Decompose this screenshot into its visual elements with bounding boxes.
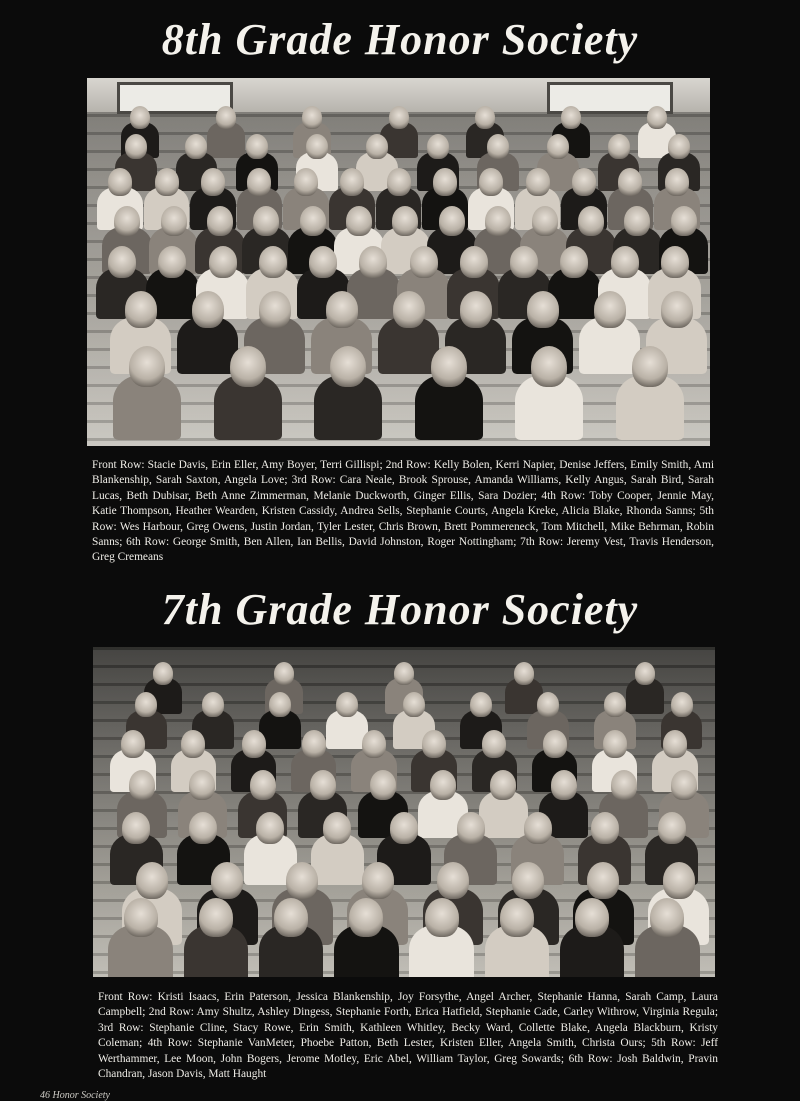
student-face (124, 898, 158, 937)
student-face (389, 106, 409, 129)
student-face (572, 168, 596, 196)
student-face (671, 692, 693, 717)
page-title-8th-grade: 8th Grade Honor Society (161, 15, 639, 64)
student-face (543, 730, 567, 758)
student-face (242, 730, 266, 758)
student-face (201, 168, 225, 196)
student-face (207, 206, 233, 236)
student-face (202, 692, 224, 717)
student-face (114, 206, 140, 236)
student-face (547, 134, 569, 159)
student-face (211, 862, 243, 899)
student-face (349, 898, 383, 937)
student-face (340, 168, 364, 196)
student-face (658, 812, 686, 844)
student-face (129, 346, 165, 387)
student-face (121, 730, 145, 758)
student-face (250, 770, 276, 800)
student-face (122, 812, 150, 844)
student-face (274, 662, 294, 685)
student-face (661, 246, 689, 278)
group-photo-7th-grade (93, 647, 715, 977)
student-face (326, 291, 358, 328)
student-face (460, 246, 488, 278)
student-face (510, 246, 538, 278)
student-face (302, 730, 326, 758)
student-face (136, 862, 168, 899)
student-face (578, 206, 604, 236)
student-face (594, 291, 626, 328)
student-face (125, 291, 157, 328)
student-face (632, 346, 668, 387)
student-face (108, 246, 136, 278)
student-face (161, 206, 187, 236)
student-face (457, 812, 485, 844)
student-face (624, 206, 650, 236)
student-face (487, 134, 509, 159)
group-photo-8th-grade (87, 78, 710, 446)
student-face (259, 291, 291, 328)
student-face (256, 812, 284, 844)
student-face (604, 692, 626, 717)
student-face (527, 291, 559, 328)
student-face (359, 246, 387, 278)
students-group (93, 662, 715, 977)
student-face (532, 206, 558, 236)
student-face (216, 106, 236, 129)
student-face (650, 898, 684, 937)
students-group (87, 106, 710, 446)
student-face (181, 730, 205, 758)
student-face (663, 862, 695, 899)
student-face (537, 692, 559, 717)
student-face (362, 730, 386, 758)
student-face (246, 134, 268, 159)
student-face (403, 692, 425, 717)
student-face (514, 662, 534, 685)
page-folio: 46 Honor Society (40, 1090, 110, 1101)
student-face (618, 168, 642, 196)
student-face (330, 346, 366, 387)
student-face (189, 812, 217, 844)
student-face (323, 812, 351, 844)
student-face (269, 692, 291, 717)
student-face (394, 662, 414, 685)
student-face (587, 862, 619, 899)
student-face (561, 106, 581, 129)
student-face (153, 662, 173, 685)
student-face (259, 246, 287, 278)
student-face (366, 134, 388, 159)
student-face (663, 730, 687, 758)
student-face (425, 898, 459, 937)
student-face (362, 862, 394, 899)
caption-7th-grade: Front Row: Kristi Isaacs, Erin Paterson, Jessica Blankenship, Joy Forsythe, Angel Archer, Stephanie Hanna, Sarah Camp, Laura Campbell; 2nd Row: Amy Shultz, Ashley Dingess, Stephanie Forth, Erica Hatfield, Stephanie Cade, Carley Withrow, Virginia Regula; 3rd Row: Stephanie Cline, Stacy Rowe, Erin Smith, Kathleen Whitley, Becky Ward, Collette Blake, Angela Blackburn, Kristy Coleman; 4th Row: Stephanie VanMeter, Phoebe Patton, Beth Lester, Kristen Eller, Angela Smith, Christa Ours; 5th Row: Jeff Werthammer, Lee Moon, John Bogers, Jerome Motley, Eric Abel, William Taylor, Greg Sowards; 6th Row: Josh Baldwin, Pravin Chandran, Jason Davis, Matt Haught (98, 991, 718, 1081)
student-face (130, 106, 150, 129)
student-face (603, 730, 627, 758)
student-face (427, 134, 449, 159)
student-face (611, 770, 637, 800)
student-face (524, 812, 552, 844)
student-face (393, 291, 425, 328)
student-face (230, 346, 266, 387)
student-face (439, 206, 465, 236)
page-title-7th-grade: 7th Grade Honor Society (161, 585, 639, 634)
student-face (125, 134, 147, 159)
student-face (422, 730, 446, 758)
student-face (512, 862, 544, 899)
student-face (392, 206, 418, 236)
student-face (294, 168, 318, 196)
student-face (531, 346, 567, 387)
student-face (526, 168, 550, 196)
student-face (665, 168, 689, 196)
student-face (460, 291, 492, 328)
student-face (551, 770, 577, 800)
student-face (591, 812, 619, 844)
student-face (135, 692, 157, 717)
student-face (189, 770, 215, 800)
student-face (560, 246, 588, 278)
student-face (253, 206, 279, 236)
student-face (475, 106, 495, 129)
student-face (575, 898, 609, 937)
student-face (430, 770, 456, 800)
student-face (671, 770, 697, 800)
student-face (485, 206, 511, 236)
student-face (209, 246, 237, 278)
student-face (500, 898, 534, 937)
student-face (158, 246, 186, 278)
student-face (410, 246, 438, 278)
student-face (668, 134, 690, 159)
student-face (437, 862, 469, 899)
student-face (274, 898, 308, 937)
student-face (608, 134, 630, 159)
student-face (479, 168, 503, 196)
student-face (129, 770, 155, 800)
student-face (247, 168, 271, 196)
student-face (611, 246, 639, 278)
student-face (635, 662, 655, 685)
student-face (490, 770, 516, 800)
student-face (482, 730, 506, 758)
caption-8th-grade: Front Row: Stacie Davis, Erin Eller, Amy Boyer, Terri Gillispi; 2nd Row: Kelly Bolen, Kerri Napier, Denise Jeffers, Emily Smith, Ami Blankenship, Sarah Saxton, Angela Love; 3rd Row: Cara Neale, Brook Sprouse, Amanda Williams, Kelly Angus, Sarah Bird, Sarah Lucas, Beth Dubisar, Beth Anne Zimmerman, Melanie Duckworth, Ginger Ellis, Sara Dozier; 4th Row: Toby Cooper, Jennie May, Katie Thompson, Heather Wearden, Kristen Cassidy, Andrea Sells, Stephanie Courts, Angela Kreke, Alicia Blake, Rhonda Sanns; 5th Row: Wes Harbour, Greg Owens, Justin Jordan, Tyler Lester, Chris Brown, Brett Pommereneck, Tom Mitchell, Mike Behrman, Robin Sanns; 6th Row: George Smith, Ben Allen, Ian Bellis, David Johnston, Roger Nottingham; 7th Row: Jeremy Vest, Travis Henderson, Greg Cremeans (92, 459, 714, 564)
student-face (346, 206, 372, 236)
student-face (199, 898, 233, 937)
student-face (310, 770, 336, 800)
student-face (370, 770, 396, 800)
student-face (286, 862, 318, 899)
student-face (309, 246, 337, 278)
student-face (431, 346, 467, 387)
student-face (306, 134, 328, 159)
student-face (155, 168, 179, 196)
student-face (647, 106, 667, 129)
student-face (470, 692, 492, 717)
student-face (661, 291, 693, 328)
student-face (390, 812, 418, 844)
student-face (336, 692, 358, 717)
student-face (185, 134, 207, 159)
student-face (302, 106, 322, 129)
student-face (300, 206, 326, 236)
student-face (671, 206, 697, 236)
student-face (387, 168, 411, 196)
student-face (433, 168, 457, 196)
student-face (192, 291, 224, 328)
student-face (108, 168, 132, 196)
